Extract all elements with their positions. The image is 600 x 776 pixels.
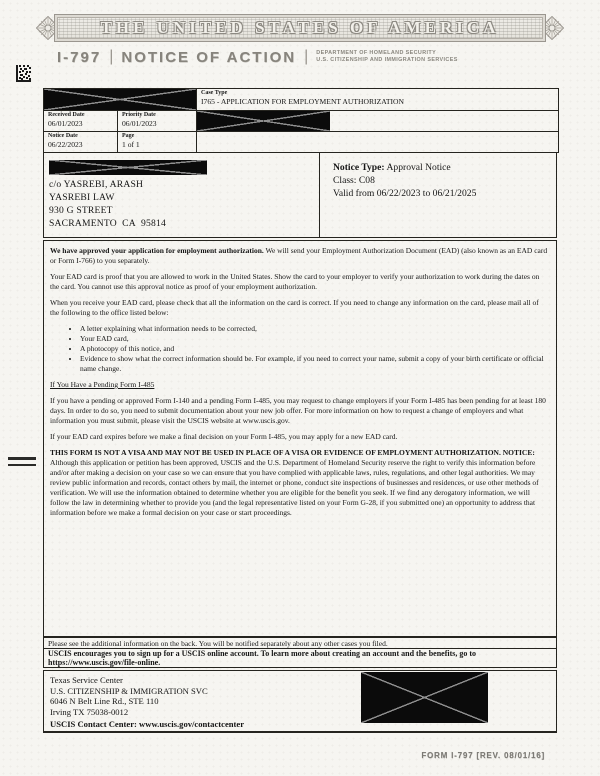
registration-bar <box>8 457 36 460</box>
page-value: 1 of 1 <box>122 140 140 149</box>
engraved-banner <box>36 13 564 43</box>
datamatrix-barcode-icon <box>16 65 31 82</box>
case-type-cell <box>197 89 558 110</box>
notice-date-label: Notice Date <box>48 133 78 139</box>
ead-proof-paragraph: Your EAD card is proof that you are allowed to work in the United States. Show the card to your employer to verify your authorization to work during the dates on the card. You cannot use this approval notice as proof of your employment authorization. <box>50 272 540 291</box>
card-check-paragraph: When you receive your EAD card, please check that all the information on the card is correct. If you need to change any information on the card, please mail all of the following to the office listed below: <box>50 298 539 317</box>
table-row <box>44 111 558 132</box>
applicant-name-redaction <box>197 111 330 131</box>
notice-type-label: Notice Type: <box>333 162 385 173</box>
class-line <box>333 174 556 187</box>
received-date-label: Received Date <box>48 112 85 118</box>
list-item: • Your EAD card, <box>80 334 549 344</box>
header-separator: | <box>304 48 309 65</box>
header-separator: | <box>109 48 114 65</box>
not-a-visa-paragraph <box>50 448 549 518</box>
notice-of-action-title: NOTICE OF ACTION <box>121 48 297 66</box>
priority-date-cell <box>118 111 197 131</box>
recipient-name-redaction <box>49 160 207 175</box>
list-item: • A letter explaining what information needs to be corrected, <box>80 324 549 334</box>
dept-line1: DEPARTMENT OF HOMELAND SECURITY <box>316 50 437 56</box>
notice-date-cell <box>44 132 118 152</box>
address-line: c/o YASREBI, ARASH <box>49 179 144 190</box>
case-type-label: Case Type <box>201 90 228 96</box>
notice-type-line <box>333 161 556 174</box>
recipient-and-notice-section <box>43 153 557 238</box>
form-revision-ref: FORM I-797 [REV. 08/01/16] <box>421 751 545 760</box>
applicant-cell <box>197 111 558 131</box>
not-a-visa-bold-text: THIS FORM IS NOT A VISA AND MAY NOT BE USED IN PLACE OF A VISA OR EVIDENCE OF EMPLOYMENT AUTHORIZATION. NOTICE: <box>50 448 535 457</box>
ead-expiry-paragraph: If your EAD card expires before we make a final decision on your Form I-485, you may apply for a new EAD card. <box>50 432 398 441</box>
class-label: Class: <box>333 175 357 186</box>
priority-date-value: 06/01/2023 <box>122 119 157 128</box>
form-header <box>57 48 577 66</box>
correction-items-list <box>50 324 549 374</box>
pending-i485-paragraph: If you have a pending or approved Form I-140 and a pending Form I-485, you may request to change employers if your Form I-485 has been pending for at least 180 days. In order to do so, you need to submit documentation about your new job offer. For more information on how to request a change of employers and what information you must submit, please visit the USCIS website at www.uscis.gov. <box>50 396 546 425</box>
approval-rest-text: We will send your Employment Authorization Document (EAD) (also known as an EAD card or Form I-766) to you separately. <box>50 246 548 265</box>
service-center-box <box>43 670 557 733</box>
page-label: Page <box>122 133 135 139</box>
table-row <box>44 89 558 111</box>
service-center-line: Irving TX 75038-0012 <box>50 706 129 717</box>
approval-bold-text: We have approved your application for employment authorization. <box>50 246 264 255</box>
service-center-line: Texas Service Center <box>50 675 123 685</box>
banner-title: THE UNITED STATES OF AMERICA <box>100 18 500 37</box>
form-code: I-797 <box>57 48 102 66</box>
received-date-cell <box>44 111 118 131</box>
margin-registration-mark <box>8 457 36 470</box>
case-info-table <box>43 88 559 153</box>
registration-bar <box>8 464 36 467</box>
list-item: • A photocopy of this notice, and <box>80 344 549 354</box>
page-cell <box>118 132 197 152</box>
online-account-row: USCIS encourages you to sign up for a USCIS online account. To learn more about creating an account and the benefits, go to https://www.uscis.gov/file-online. <box>43 648 557 668</box>
empty-cell <box>197 132 558 152</box>
notice-body <box>43 240 557 637</box>
list-item: • Evidence to show what the correct information should be. For example, if you need to correct your name, submit a copy of your birth certificate or official name change. <box>80 354 549 374</box>
back-info-row: Please see the additional information on the back. You will be notified separately about any other cases you filed. <box>43 637 557 649</box>
service-center-line: U.S. CITIZENSHIP & IMMIGRATION SVC <box>50 685 208 696</box>
agency-name-block <box>316 50 457 64</box>
address-line: YASREBI LAW <box>49 192 115 203</box>
address-line: 930 G STREET <box>49 205 113 216</box>
barcode-redaction <box>361 672 488 723</box>
contact-center-line: USCIS Contact Center: www.uscis.gov/contactcenter <box>50 719 245 729</box>
pending-i485-heading: If You Have a Pending Form I-485 <box>50 380 155 389</box>
table-row <box>44 132 558 152</box>
dept-line2: U.S. CITIZENSHIP AND IMMIGRATION SERVICES <box>316 57 458 63</box>
case-type-value: I765 - APPLICATION FOR EMPLOYMENT AUTHORIZATION <box>201 97 404 106</box>
notice-info-block <box>319 153 556 237</box>
approval-paragraph <box>50 246 549 266</box>
not-a-visa-rest-text: Although this application or petition has been approved, USCIS and the U.S. Department of Homeland Security reserve the right to verify this information before and/or after making a decision on your case so we can ensure that you have complied with applicable laws, rules, regulations, and other legal authorities. We may review public information and records, contact others by mail, the internet or phone, conduct site inspections of businesses and residences, or use other methods of verification. We will use the information obtained to determine whether you are eligible for the benefit you seek. If we find any derogatory information, we will follow the law in determining whether to provide you (and the legal representative listed on your Form G-28, if you submitted one) an opportunity to address that information before we make a formal decision on your case or start proceedings. <box>50 458 539 517</box>
notice-type-value: Approval Notice <box>386 162 451 173</box>
class-value: C08 <box>358 175 375 186</box>
receipt-number-redaction <box>44 89 197 110</box>
priority-date-label: Priority Date <box>122 112 156 118</box>
notice-date-value: 06/22/2023 <box>48 140 83 149</box>
received-date-value: 06/01/2023 <box>48 119 83 128</box>
address-line: SACRAMENTO CA 95814 <box>49 218 167 229</box>
service-center-line: 6046 N Belt Line Rd., STE 110 <box>50 696 159 706</box>
banner-band <box>54 14 546 42</box>
recipient-address-block <box>44 153 319 237</box>
validity-line: Valid from 06/22/2023 to 06/21/2025 <box>333 188 477 199</box>
